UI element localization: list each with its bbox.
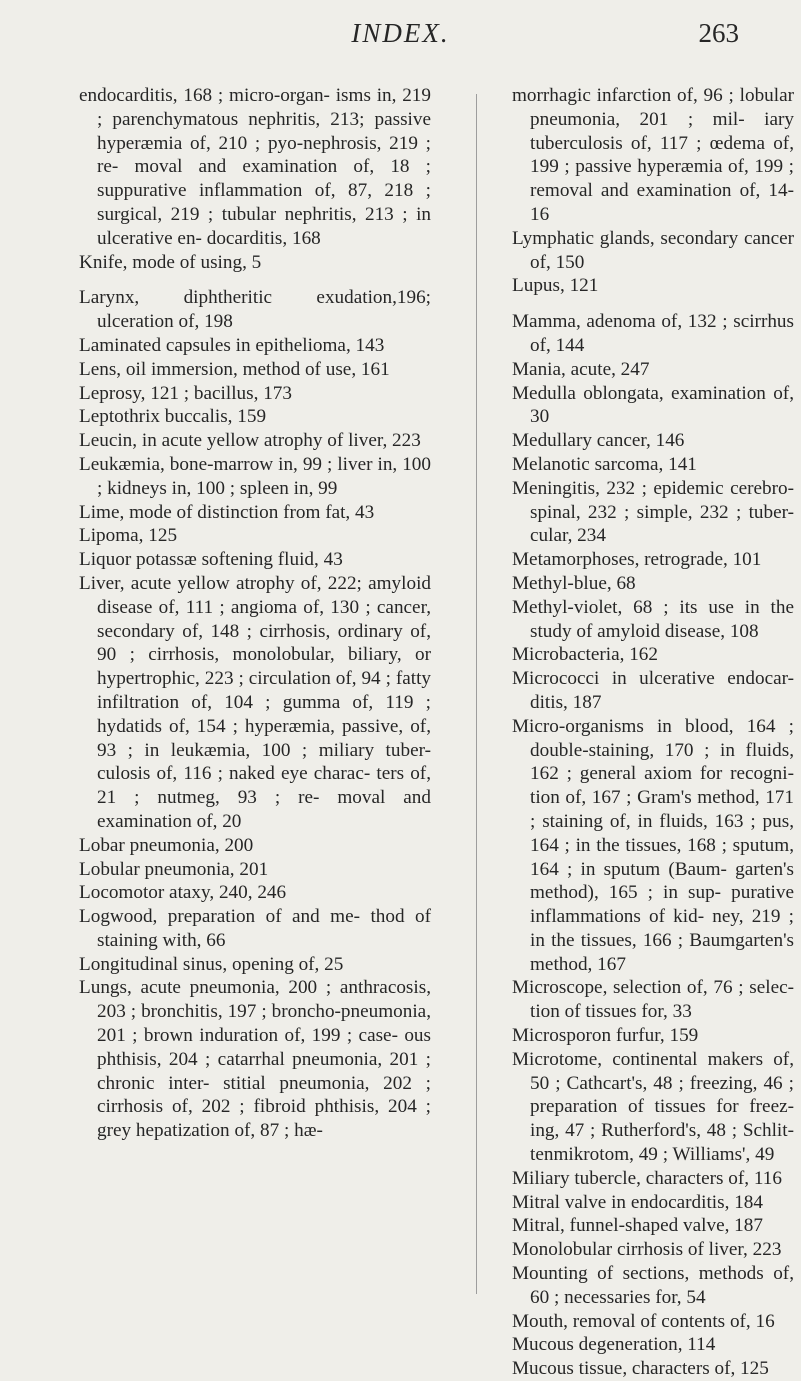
index-entry: Leucin, in acute yellow atrophy of liver, 223	[79, 430, 421, 452]
index-entry: Microtome, continental makers of, 50 ; Cathcart's, 48 ; freezing, 46 ; preparation of tissues for freez- ing, 47 ; Rutherford's, 48 ; Schlit- tenmikrotom, 49 ; Williams', 49	[512, 1048, 794, 1166]
index-entry: Miliary tubercle, characters of, 116	[512, 1167, 782, 1189]
index-entry: Leprosy, 121 ; bacillus, 173	[79, 382, 292, 404]
index-entry: Logwood, preparation of and me- thod of staining with, 66	[79, 906, 431, 951]
index-entry: Mitral valve in endocarditis, 184	[512, 1191, 763, 1213]
index-entry: Microsporon furfur, 159	[512, 1025, 699, 1047]
index-entry: Lymphatic glands, secondary cancer of, 150	[512, 227, 794, 273]
index-entry: Lobar pneumonia, 200	[79, 834, 254, 856]
index-entry: Lens, oil immersion, method of use, 161	[79, 358, 390, 380]
index-entry: Locomotor ataxy, 240, 246	[79, 882, 287, 904]
index-entry: Metamorphoses, retrograde, 101	[512, 549, 762, 571]
index-entry: Melanotic sarcoma, 141	[512, 453, 697, 475]
index-entry: Methyl-blue, 68	[512, 572, 636, 594]
index-entry: Lupus, 121	[512, 275, 599, 297]
index-entry: Monolobular cirrhosis of liver, 223	[512, 1239, 782, 1261]
running-head-title: INDEX.	[351, 18, 450, 48]
index-entry: Liquor potassæ softening fluid, 43	[79, 549, 343, 571]
index-entry: Microscope, selection of, 76 ; selec- tion of tissues for, 33	[512, 977, 794, 1023]
index-entry: Microbacteria, 162	[512, 644, 658, 666]
index-entry: Methyl-violet, 68 ; its use in the study of amyloid disease, 108	[512, 596, 794, 642]
index-entry: Larynx, diphtheritic exudation,196; ulceration of, 198	[79, 287, 431, 333]
index-entry: Medullary cancer, 146	[512, 430, 685, 452]
index-entry: endocarditis, 168 ; micro-organ- isms in, 219 ; parenchymatous nephritis, 213; passive hyperæmia of, 210 ; pyo-nephrosis, 219 ; re- moval and examination of, 18 ; suppurative inflammation of, 87, 218 ; surgical, 219 ; tubular nephritis, 213 ; in ulcerative en- docarditis, 168	[79, 85, 431, 249]
index-entry: Micro-organisms in blood, 164 ; double-staining, 170 ; in fluids, 162 ; general axiom for recogni- tion of, 167 ; Gram's method, 171 ; staining of, in fluids, 163 ; pus, 164 ; in the tissues, 168 ; sputum, 164 ; in sputum (Baum- garten's method), 165 ; in sup- purative inflammations of kid- ney, 219 ; in the tissues, 166 ; Baumgarten's method, 167	[512, 715, 794, 975]
column-divider	[476, 94, 477, 1294]
index-column-left	[79, 84, 431, 1294]
running-head	[0, 18, 801, 58]
index-entry: Laminated capsules in epithelioma, 143	[79, 334, 385, 356]
index-entry: Leukæmia, bone-marrow in, 99 ; liver in, 100 ; kidneys in, 100 ; spleen in, 99	[79, 453, 431, 499]
index-entry: Medulla oblongata, examination of, 30	[512, 382, 794, 428]
index-entry: Lipoma, 125	[79, 525, 178, 547]
index-entry: Lungs, acute pneumonia, 200 ; anthracosis, 203 ; bronchitis, 197 ; broncho-pneumonia, 201 ; brown induration of, 199 ; case- ous phthisis, 204 ; catarrhal pneumonia, 201 ; chronic inter- stitial pneumonia, 202 ; cirrhosis of, 202 ; fibroid phthisis, 204 ; grey hepatization of, 87 ; hæ-	[79, 977, 431, 1142]
page-number: 263	[698, 18, 739, 48]
index-entry: Micrococci in ulcerative endocar- ditis, 187	[512, 668, 794, 713]
index-entry: Lobular pneumonia, 201	[79, 858, 269, 880]
index-entry: Mamma, adenoma of, 132 ; scirrhus of, 144	[512, 311, 794, 356]
index-entry: Mucous tissue, characters of, 125	[512, 1358, 769, 1380]
index-entry: Mitral, funnel-shaped valve, 187	[512, 1215, 763, 1237]
index-entry: Mouth, removal of contents of, 16	[512, 1310, 775, 1332]
index-entry: Lime, mode of distinction from fat, 43	[79, 501, 375, 523]
index-entry: Mounting of sections, methods of, 60 ; necessaries for, 54	[512, 1263, 794, 1308]
index-entry: Mania, acute, 247	[512, 358, 650, 380]
index-entry: Mucous degeneration, 114	[512, 1334, 716, 1356]
index-column-right	[512, 84, 794, 1380]
index-entry: Knife, mode of using, 5	[79, 251, 262, 273]
index-entry: Liver, acute yellow atrophy of, 222; amyloid disease of, 111 ; angioma of, 130 ; cancer, secondary of, 148 ; cirrhosis, ordinary of, 90 ; cirrhosis, monolobular, biliary, or hypertrophic, 223 ; circulation of, 94 ; fatty infiltration of, 104 ; gumma of, 119 ; hydatids of, 154 ; hyperæmia, passive, of, 93 ; in leukæmia, 100 ; miliary tuber- culosis of, 116 ; naked eye charac- ters of, 21 ; nutmeg, 93 ; re- moval and examination of, 20	[79, 572, 431, 832]
index-entry: Meningitis, 232 ; epidemic cerebro- spinal, 232 ; simple, 232 ; tuber- cular, 234	[512, 477, 794, 547]
index-entry: Longitudinal sinus, opening of, 25	[79, 953, 344, 975]
index-entry: Leptothrix buccalis, 159	[79, 406, 267, 428]
index-entry: morrhagic infarction of, 96 ; lobular pneumonia, 201 ; mil- iary tuberculosis of, 117 ; œdema of, 199 ; passive hyperæmia of, 199 ; removal and examination of, 14-16	[512, 85, 794, 225]
